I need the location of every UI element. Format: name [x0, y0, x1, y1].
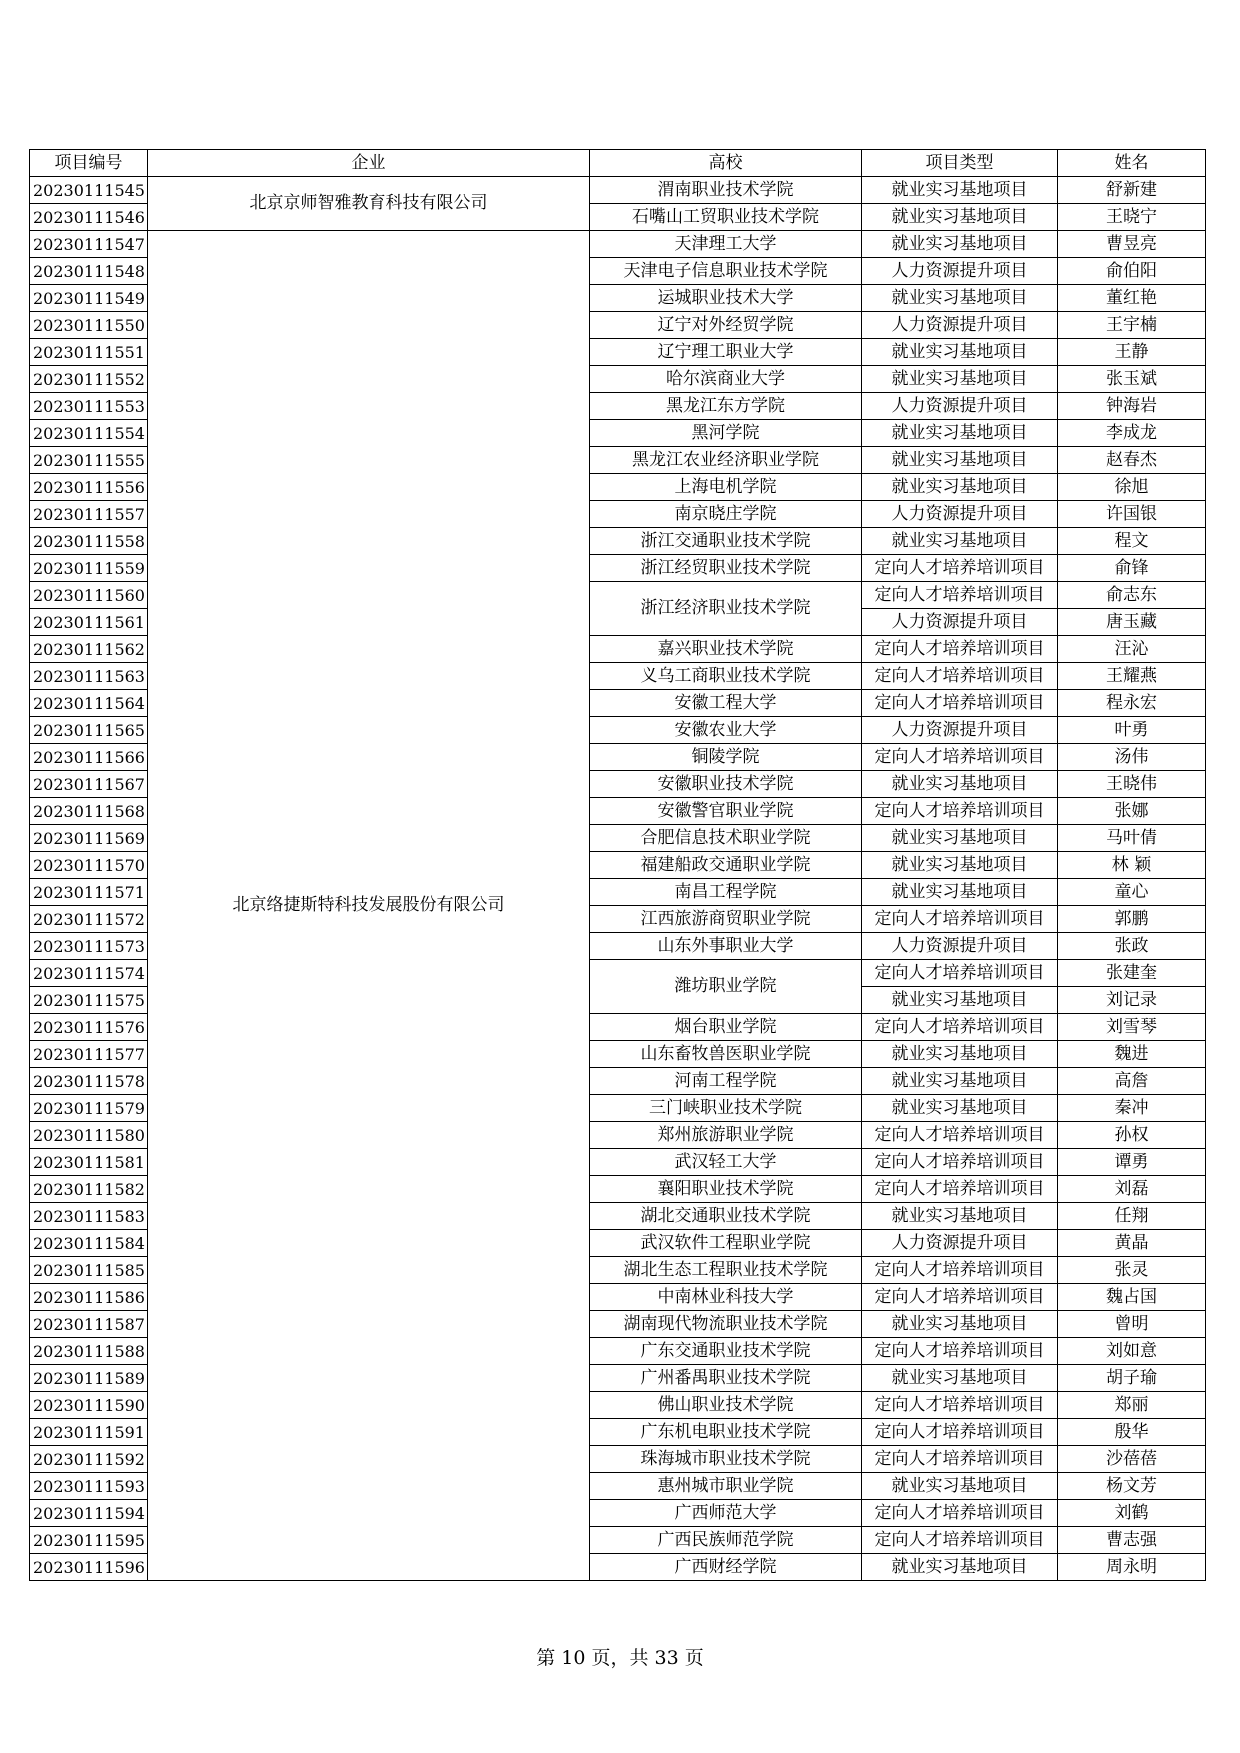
cell-project-id: 20230111561 [30, 609, 148, 636]
cell-project-type: 就业实习基地项目 [862, 1203, 1058, 1230]
cell-school: 山东外事职业大学 [590, 933, 862, 960]
cell-name: 徐旭 [1058, 474, 1206, 501]
cell-school: 惠州城市职业学院 [590, 1473, 862, 1500]
cell-project-id: 20230111593 [30, 1473, 148, 1500]
cell-project-type: 就业实习基地项目 [862, 771, 1058, 798]
cell-project-id: 20230111570 [30, 852, 148, 879]
cell-project-type: 就业实习基地项目 [862, 879, 1058, 906]
cell-project-id: 20230111589 [30, 1365, 148, 1392]
cell-school: 三门峡职业技术学院 [590, 1095, 862, 1122]
cell-project-type: 定向人才培养培训项目 [862, 1338, 1058, 1365]
cell-project-type: 就业实习基地项目 [862, 1365, 1058, 1392]
cell-project-type: 定向人才培养培训项目 [862, 1500, 1058, 1527]
cell-project-type: 就业实习基地项目 [862, 1311, 1058, 1338]
cell-school: 安徽工程大学 [590, 690, 862, 717]
cell-project-id: 20230111569 [30, 825, 148, 852]
cell-school: 南京晓庄学院 [590, 501, 862, 528]
cell-school: 天津理工大学 [590, 231, 862, 258]
cell-school: 安徽职业技术学院 [590, 771, 862, 798]
cell-project-id: 20230111579 [30, 1095, 148, 1122]
cell-name: 魏占国 [1058, 1284, 1206, 1311]
cell-project-id: 20230111556 [30, 474, 148, 501]
cell-name: 曹志强 [1058, 1527, 1206, 1554]
cell-project-id: 20230111587 [30, 1311, 148, 1338]
cell-project-type: 定向人才培养培训项目 [862, 1527, 1058, 1554]
cell-school: 渭南职业技术学院 [590, 177, 862, 204]
cell-project-type: 定向人才培养培训项目 [862, 1014, 1058, 1041]
page-footer: 第 10 页，共 33 页 [536, 1647, 704, 1669]
cell-name: 张娜 [1058, 798, 1206, 825]
cell-name: 殷华 [1058, 1419, 1206, 1446]
cell-school: 浙江交通职业技术学院 [590, 528, 862, 555]
cell-name: 俞伯阳 [1058, 258, 1206, 285]
cell-project-id: 20230111572 [30, 906, 148, 933]
cell-project-type: 定向人才培养培训项目 [862, 906, 1058, 933]
cell-school: 珠海城市职业技术学院 [590, 1446, 862, 1473]
cell-project-type: 就业实习基地项目 [862, 987, 1058, 1014]
cell-name: 孙权 [1058, 1122, 1206, 1149]
cell-name: 曾明 [1058, 1311, 1206, 1338]
table-row [30, 231, 1206, 258]
cell-name: 林 颖 [1058, 852, 1206, 879]
cell-project-id: 20230111550 [30, 312, 148, 339]
cell-project-type: 定向人才培养培训项目 [862, 1392, 1058, 1419]
cell-school: 上海电机学院 [590, 474, 862, 501]
cell-project-type: 就业实习基地项目 [862, 1095, 1058, 1122]
cell-project-type: 就业实习基地项目 [862, 231, 1058, 258]
cell-project-type: 就业实习基地项目 [862, 339, 1058, 366]
cell-name: 王晓宁 [1058, 204, 1206, 231]
cell-name: 俞锋 [1058, 555, 1206, 582]
cell-school: 佛山职业技术学院 [590, 1392, 862, 1419]
cell-school: 广东交通职业技术学院 [590, 1338, 862, 1365]
cell-company: 北京京师智雅教育科技有限公司 [148, 177, 590, 231]
header-project-id: 项目编号 [30, 150, 148, 177]
cell-school: 安徽农业大学 [590, 717, 862, 744]
cell-school: 辽宁理工职业大学 [590, 339, 862, 366]
cell-project-id: 20230111549 [30, 285, 148, 312]
cell-school: 嘉兴职业技术学院 [590, 636, 862, 663]
cell-project-type: 人力资源提升项目 [862, 1230, 1058, 1257]
cell-project-id: 20230111551 [30, 339, 148, 366]
cell-company: 北京络捷斯特科技发展股份有限公司 [148, 231, 590, 1581]
cell-name: 秦冲 [1058, 1095, 1206, 1122]
cell-project-type: 定向人才培养培训项目 [862, 555, 1058, 582]
cell-school: 义乌工商职业技术学院 [590, 663, 862, 690]
cell-name: 唐玉藏 [1058, 609, 1206, 636]
cell-project-type: 就业实习基地项目 [862, 204, 1058, 231]
cell-name: 张政 [1058, 933, 1206, 960]
cell-project-id: 20230111558 [30, 528, 148, 555]
header-name: 姓名 [1058, 150, 1206, 177]
cell-project-id: 20230111562 [30, 636, 148, 663]
cell-project-id: 20230111567 [30, 771, 148, 798]
cell-project-type: 人力资源提升项目 [862, 258, 1058, 285]
cell-school: 广东机电职业技术学院 [590, 1419, 862, 1446]
cell-name: 钟海岩 [1058, 393, 1206, 420]
cell-name: 郭鹏 [1058, 906, 1206, 933]
cell-project-type: 定向人才培养培训项目 [862, 960, 1058, 987]
cell-name: 汤伟 [1058, 744, 1206, 771]
cell-project-id: 20230111568 [30, 798, 148, 825]
cell-project-id: 20230111582 [30, 1176, 148, 1203]
cell-project-id: 20230111575 [30, 987, 148, 1014]
cell-school: 铜陵学院 [590, 744, 862, 771]
cell-project-id: 20230111548 [30, 258, 148, 285]
cell-school: 河南工程学院 [590, 1068, 862, 1095]
project-table [29, 149, 1206, 1581]
cell-project-id: 20230111564 [30, 690, 148, 717]
cell-name: 曹昱亮 [1058, 231, 1206, 258]
cell-project-type: 人力资源提升项目 [862, 717, 1058, 744]
cell-project-id: 20230111595 [30, 1527, 148, 1554]
cell-project-id: 20230111586 [30, 1284, 148, 1311]
cell-school: 石嘴山工贸职业技术学院 [590, 204, 862, 231]
cell-project-type: 定向人才培养培训项目 [862, 690, 1058, 717]
cell-project-type: 就业实习基地项目 [862, 285, 1058, 312]
cell-name: 张建奎 [1058, 960, 1206, 987]
cell-name: 李成龙 [1058, 420, 1206, 447]
cell-project-type: 人力资源提升项目 [862, 393, 1058, 420]
cell-name: 舒新建 [1058, 177, 1206, 204]
cell-project-type: 定向人才培养培训项目 [862, 744, 1058, 771]
cell-name: 许国银 [1058, 501, 1206, 528]
cell-school: 潍坊职业学院 [590, 960, 862, 1014]
cell-school: 天津电子信息职业技术学院 [590, 258, 862, 285]
cell-name: 董红艳 [1058, 285, 1206, 312]
cell-name: 王耀燕 [1058, 663, 1206, 690]
cell-name: 刘鹤 [1058, 1500, 1206, 1527]
table-body [30, 177, 1206, 1581]
cell-project-id: 20230111596 [30, 1554, 148, 1581]
cell-name: 刘磊 [1058, 1176, 1206, 1203]
cell-name: 赵春杰 [1058, 447, 1206, 474]
cell-school: 郑州旅游职业学院 [590, 1122, 862, 1149]
cell-school: 广西师范大学 [590, 1500, 862, 1527]
cell-project-type: 定向人才培养培训项目 [862, 1284, 1058, 1311]
cell-name: 汪沁 [1058, 636, 1206, 663]
cell-project-id: 20230111583 [30, 1203, 148, 1230]
cell-name: 张灵 [1058, 1257, 1206, 1284]
cell-project-type: 定向人才培养培训项目 [862, 663, 1058, 690]
cell-project-id: 20230111591 [30, 1419, 148, 1446]
cell-project-type: 定向人才培养培训项目 [862, 1122, 1058, 1149]
cell-project-id: 20230111565 [30, 717, 148, 744]
cell-project-type: 就业实习基地项目 [862, 474, 1058, 501]
cell-school: 武汉软件工程职业学院 [590, 1230, 862, 1257]
cell-project-type: 就业实习基地项目 [862, 366, 1058, 393]
cell-project-id: 20230111557 [30, 501, 148, 528]
cell-name: 张玉斌 [1058, 366, 1206, 393]
cell-school: 合肥信息技术职业学院 [590, 825, 862, 852]
cell-project-id: 20230111546 [30, 204, 148, 231]
cell-school: 黑河学院 [590, 420, 862, 447]
cell-name: 郑丽 [1058, 1392, 1206, 1419]
cell-school: 辽宁对外经贸学院 [590, 312, 862, 339]
cell-project-id: 20230111580 [30, 1122, 148, 1149]
cell-project-type: 就业实习基地项目 [862, 1473, 1058, 1500]
cell-school: 安徽警官职业学院 [590, 798, 862, 825]
cell-project-type: 就业实习基地项目 [862, 420, 1058, 447]
table-row [30, 177, 1206, 204]
cell-name: 胡子瑜 [1058, 1365, 1206, 1392]
cell-school: 福建船政交通职业学院 [590, 852, 862, 879]
cell-project-type: 就业实习基地项目 [862, 1554, 1058, 1581]
header-project-type: 项目类型 [862, 150, 1058, 177]
cell-project-id: 20230111592 [30, 1446, 148, 1473]
header-school: 高校 [590, 150, 862, 177]
cell-project-id: 20230111578 [30, 1068, 148, 1095]
cell-school: 广西财经学院 [590, 1554, 862, 1581]
cell-school: 山东畜牧兽医职业学院 [590, 1041, 862, 1068]
cell-project-type: 就业实习基地项目 [862, 852, 1058, 879]
cell-project-id: 20230111585 [30, 1257, 148, 1284]
cell-project-id: 20230111560 [30, 582, 148, 609]
cell-project-type: 人力资源提升项目 [862, 933, 1058, 960]
cell-name: 周永明 [1058, 1554, 1206, 1581]
cell-project-type: 定向人才培养培训项目 [862, 1446, 1058, 1473]
cell-project-id: 20230111576 [30, 1014, 148, 1041]
cell-project-type: 就业实习基地项目 [862, 1068, 1058, 1095]
cell-name: 魏进 [1058, 1041, 1206, 1068]
cell-project-type: 就业实习基地项目 [862, 177, 1058, 204]
cell-name: 王静 [1058, 339, 1206, 366]
cell-school: 武汉轻工大学 [590, 1149, 862, 1176]
cell-project-id: 20230111577 [30, 1041, 148, 1068]
cell-name: 俞志东 [1058, 582, 1206, 609]
cell-name: 刘雪琴 [1058, 1014, 1206, 1041]
cell-project-id: 20230111574 [30, 960, 148, 987]
cell-project-type: 定向人才培养培训项目 [862, 1257, 1058, 1284]
cell-name: 童心 [1058, 879, 1206, 906]
cell-project-type: 就业实习基地项目 [862, 447, 1058, 474]
cell-project-type: 定向人才培养培训项目 [862, 636, 1058, 663]
cell-project-id: 20230111545 [30, 177, 148, 204]
header-company: 企业 [148, 150, 590, 177]
cell-name: 马叶倩 [1058, 825, 1206, 852]
cell-school: 广州番禺职业技术学院 [590, 1365, 862, 1392]
cell-project-type: 定向人才培养培训项目 [862, 582, 1058, 609]
cell-name: 谭勇 [1058, 1149, 1206, 1176]
cell-school: 襄阳职业技术学院 [590, 1176, 862, 1203]
cell-name: 高詹 [1058, 1068, 1206, 1095]
cell-school: 浙江经济职业技术学院 [590, 582, 862, 636]
cell-name: 王晓伟 [1058, 771, 1206, 798]
cell-name: 程文 [1058, 528, 1206, 555]
cell-school: 湖北生态工程职业技术学院 [590, 1257, 862, 1284]
cell-project-id: 20230111590 [30, 1392, 148, 1419]
cell-name: 沙蓓蓓 [1058, 1446, 1206, 1473]
cell-name: 黄晶 [1058, 1230, 1206, 1257]
cell-project-type: 人力资源提升项目 [862, 609, 1058, 636]
cell-project-id: 20230111559 [30, 555, 148, 582]
cell-project-id: 20230111566 [30, 744, 148, 771]
cell-project-id: 20230111581 [30, 1149, 148, 1176]
cell-name: 刘记录 [1058, 987, 1206, 1014]
cell-school: 黑龙江农业经济职业学院 [590, 447, 862, 474]
cell-project-id: 20230111571 [30, 879, 148, 906]
cell-school: 哈尔滨商业大学 [590, 366, 862, 393]
cell-school: 中南林业科技大学 [590, 1284, 862, 1311]
cell-project-type: 就业实习基地项目 [862, 1041, 1058, 1068]
cell-project-id: 20230111588 [30, 1338, 148, 1365]
cell-project-type: 人力资源提升项目 [862, 312, 1058, 339]
cell-project-type: 定向人才培养培训项目 [862, 1149, 1058, 1176]
cell-school: 南昌工程学院 [590, 879, 862, 906]
cell-project-id: 20230111547 [30, 231, 148, 258]
cell-name: 刘如意 [1058, 1338, 1206, 1365]
cell-school: 江西旅游商贸职业学院 [590, 906, 862, 933]
cell-name: 王宇楠 [1058, 312, 1206, 339]
cell-name: 叶勇 [1058, 717, 1206, 744]
cell-school: 浙江经贸职业技术学院 [590, 555, 862, 582]
cell-school: 黑龙江东方学院 [590, 393, 862, 420]
cell-project-id: 20230111584 [30, 1230, 148, 1257]
cell-project-type: 定向人才培养培训项目 [862, 798, 1058, 825]
cell-project-id: 20230111573 [30, 933, 148, 960]
table-header-row [30, 150, 1206, 177]
cell-project-type: 就业实习基地项目 [862, 528, 1058, 555]
cell-school: 湖南现代物流职业技术学院 [590, 1311, 862, 1338]
cell-project-type: 就业实习基地项目 [862, 825, 1058, 852]
cell-school: 湖北交通职业技术学院 [590, 1203, 862, 1230]
cell-project-id: 20230111552 [30, 366, 148, 393]
cell-school: 运城职业技术大学 [590, 285, 862, 312]
cell-project-id: 20230111594 [30, 1500, 148, 1527]
cell-project-id: 20230111563 [30, 663, 148, 690]
cell-project-type: 人力资源提升项目 [862, 501, 1058, 528]
cell-school: 广西民族师范学院 [590, 1527, 862, 1554]
cell-name: 杨文芳 [1058, 1473, 1206, 1500]
cell-project-type: 定向人才培养培训项目 [862, 1176, 1058, 1203]
cell-project-id: 20230111555 [30, 447, 148, 474]
cell-name: 任翔 [1058, 1203, 1206, 1230]
cell-project-type: 定向人才培养培训项目 [862, 1419, 1058, 1446]
cell-project-id: 20230111553 [30, 393, 148, 420]
cell-project-id: 20230111554 [30, 420, 148, 447]
cell-name: 程永宏 [1058, 690, 1206, 717]
cell-school: 烟台职业学院 [590, 1014, 862, 1041]
